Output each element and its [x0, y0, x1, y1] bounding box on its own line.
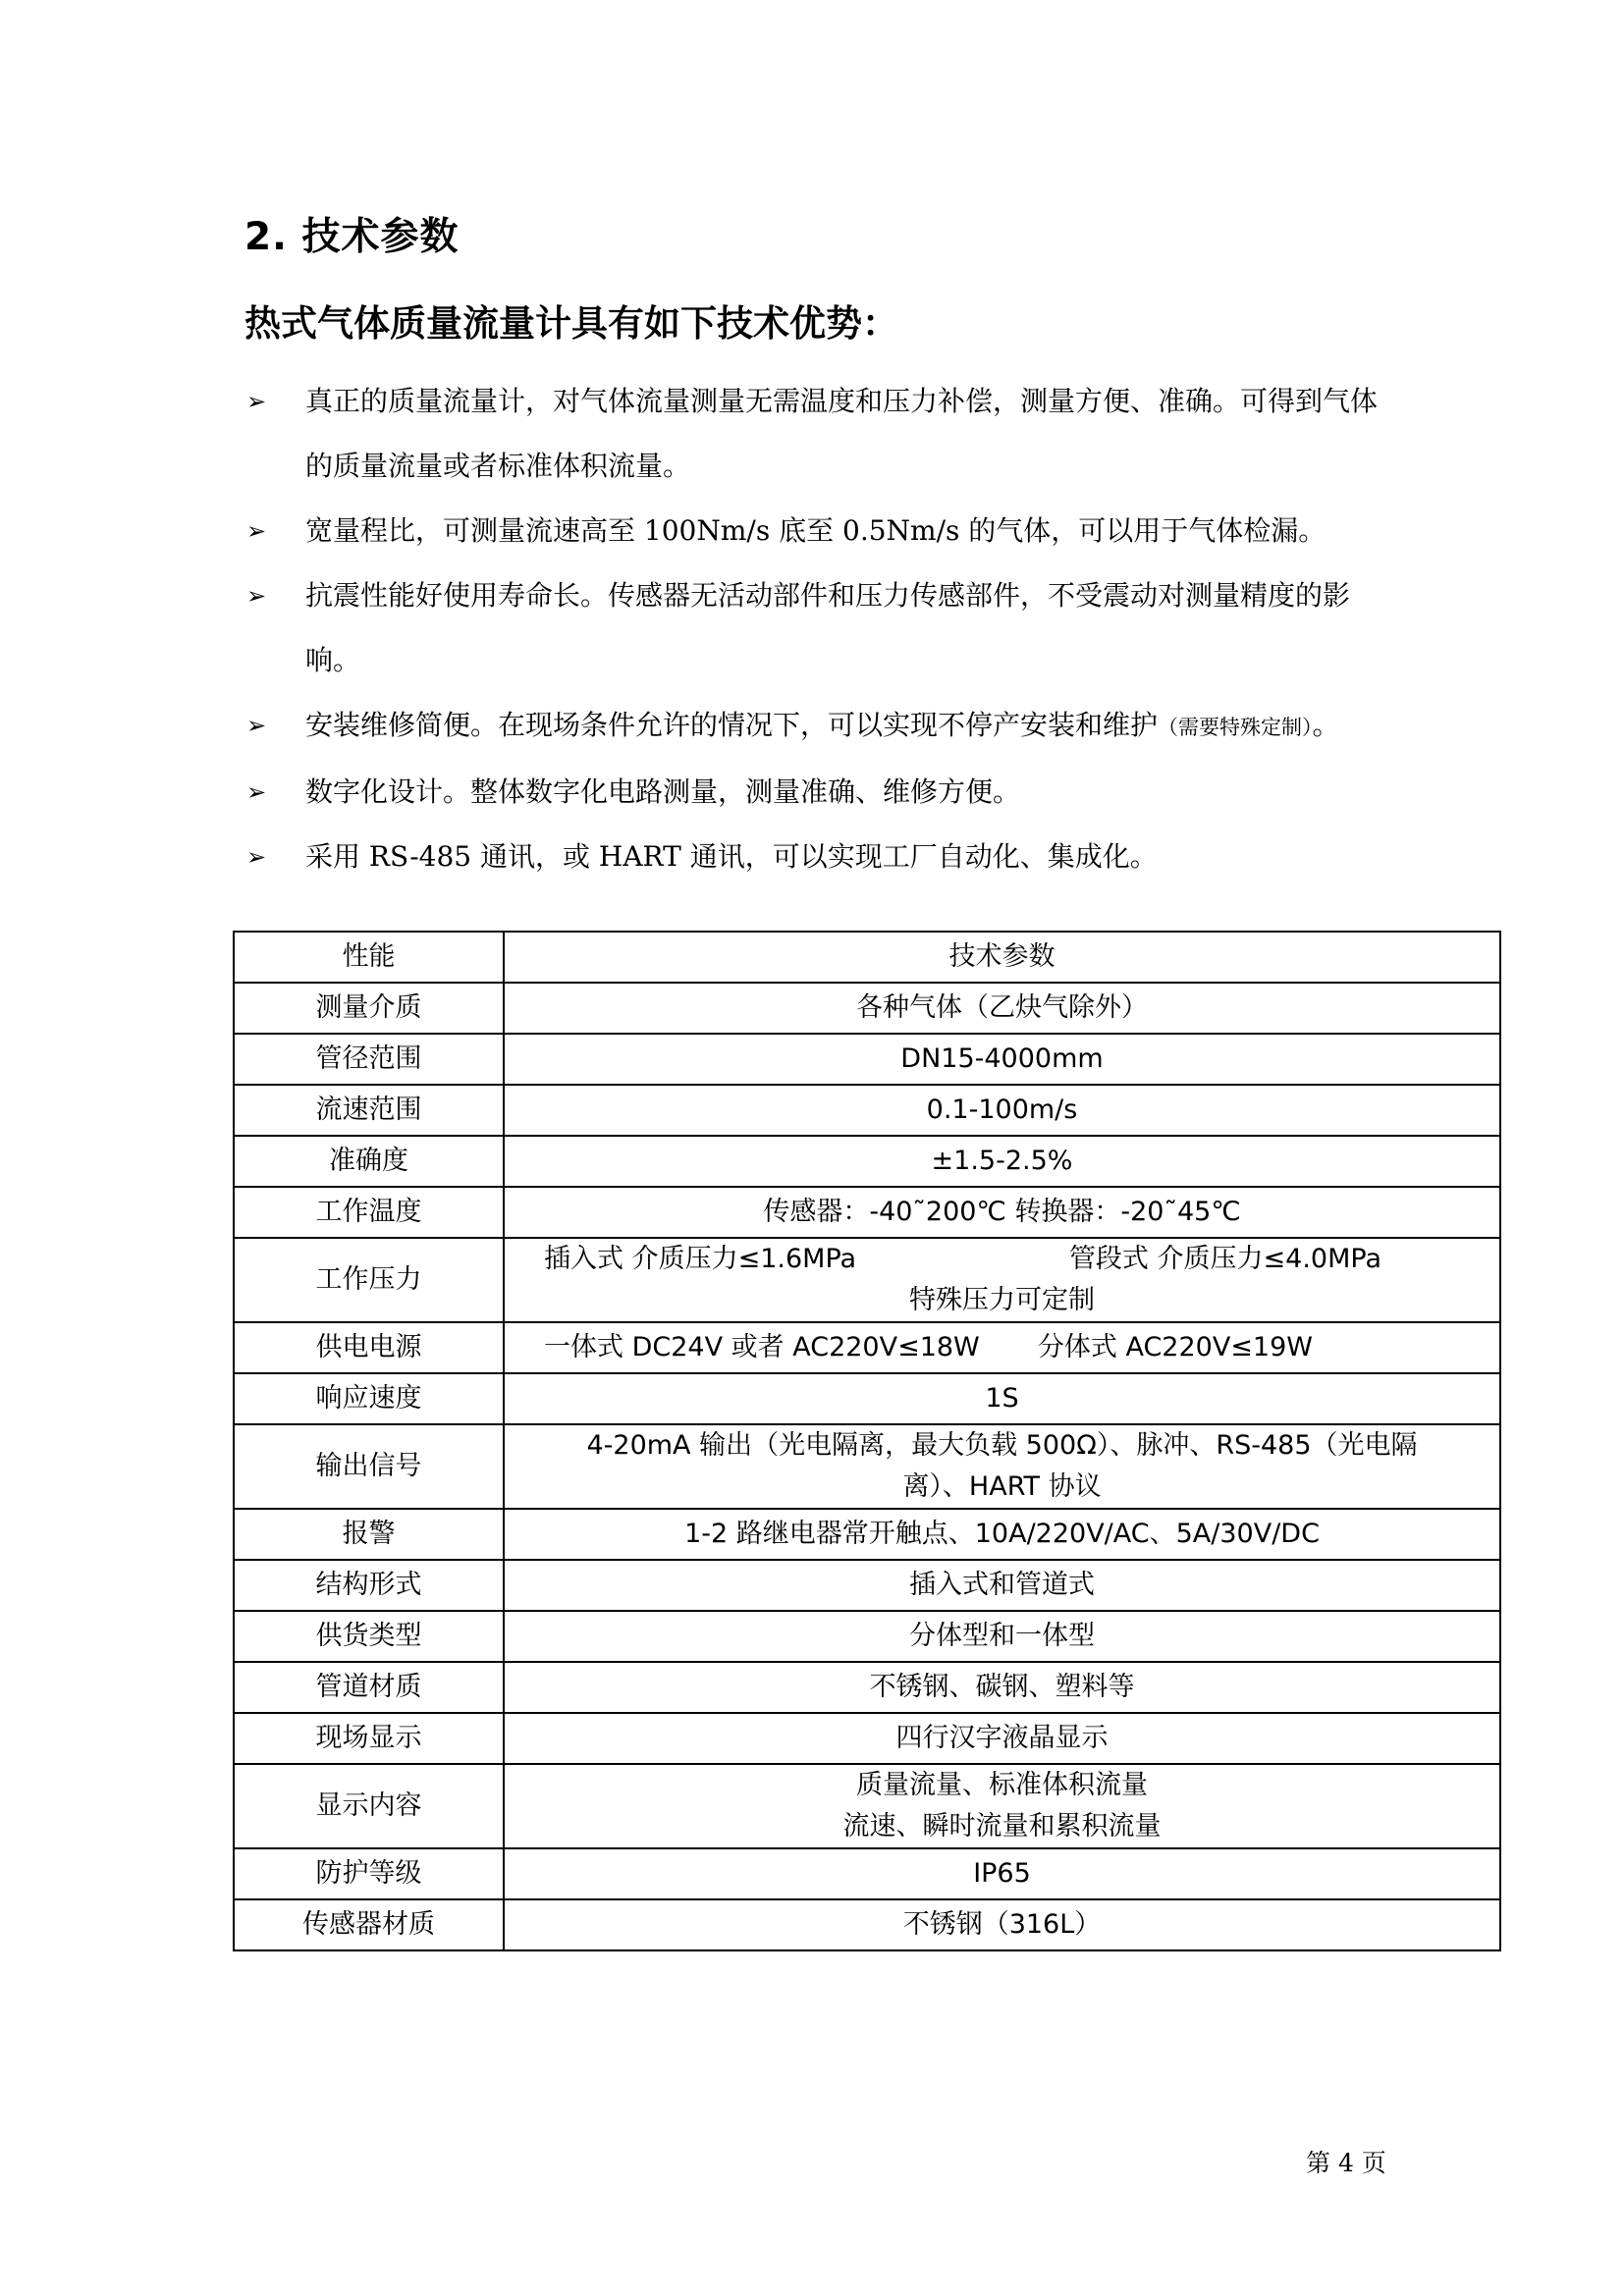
row-value: IP65	[504, 1848, 1500, 1899]
table-row	[234, 1322, 1500, 1373]
row-value: DN15-4000mm	[504, 1034, 1500, 1085]
row-label: 现场显示	[234, 1713, 504, 1764]
subtitle: 热式气体质量流量计具有如下技术优势：	[244, 302, 898, 345]
table-row	[234, 1187, 1500, 1238]
row-value: 插入式和管道式	[504, 1560, 1500, 1611]
table-row	[234, 1509, 1500, 1560]
value-line	[514, 1239, 1489, 1280]
row-value	[504, 1764, 1500, 1848]
row-label: 响应速度	[234, 1373, 504, 1424]
row-label: 报警	[234, 1509, 504, 1560]
header-parameters: 技术参数	[504, 932, 1500, 983]
table-header-row	[234, 932, 1500, 983]
table-row	[234, 1424, 1500, 1509]
value-part: 插入式 介质压力≤1.6MPa	[544, 1244, 857, 1274]
spec-table	[233, 931, 1501, 1951]
table-row	[234, 1085, 1500, 1136]
row-label: 显示内容	[234, 1764, 504, 1848]
list-item	[244, 693, 1403, 760]
row-value	[504, 1322, 1500, 1373]
bullet-text: 安装维修简便。在现场条件允许的情况下，可以实现不停产安装和维护	[305, 709, 1159, 741]
row-value: 四行汉字液晶显示	[504, 1713, 1500, 1764]
arrow-bullet-icon: ➢	[246, 843, 267, 871]
table-row	[234, 1611, 1500, 1662]
row-value: 不锈钢（316L）	[504, 1899, 1500, 1950]
row-value	[504, 1238, 1500, 1322]
table-row	[234, 1560, 1500, 1611]
bullet-text: 数字化设计。整体数字化电路测量，测量准确、维修方便。	[305, 775, 1021, 808]
arrow-bullet-icon: ➢	[246, 712, 267, 739]
row-value: 1-2 路继电器常开触点、10A/220V/AC、5A/30V/DC	[504, 1509, 1500, 1560]
value-line: 离）、HART 协议	[902, 1471, 1102, 1502]
row-value: 1S	[504, 1373, 1500, 1424]
bullet-text: 宽量程比，可测量流速高至 100Nm/s 底至 0.5Nm/s 的气体，可以用于气体检漏。	[305, 514, 1326, 547]
value-line: 特殊压力可定制	[909, 1285, 1095, 1315]
bullet-note: （需要特殊定制）	[1158, 716, 1313, 739]
list-item	[244, 825, 1403, 889]
row-label: 防护等级	[234, 1848, 504, 1899]
row-label: 工作温度	[234, 1187, 504, 1238]
table-row	[234, 1713, 1500, 1764]
row-label: 准确度	[234, 1136, 504, 1187]
list-item	[244, 369, 1403, 499]
value-line: 流速、瞬时流量和累积流量	[842, 1811, 1162, 1842]
row-label: 流速范围	[234, 1085, 504, 1136]
row-label: 管径范围	[234, 1034, 504, 1085]
arrow-bullet-icon: ➢	[246, 388, 267, 415]
value-part: 分体式 AC220V≤19W	[1037, 1332, 1313, 1362]
row-value: 各种气体（乙炔气除外）	[504, 983, 1500, 1034]
row-label: 传感器材质	[234, 1899, 504, 1950]
row-value: 传感器：-40˜200℃ 转换器：-20˜45℃	[504, 1187, 1500, 1238]
value-line: 4-20mA 输出（光电隔离，最大负载 500Ω）、脉冲、RS-485（光电隔	[586, 1430, 1418, 1461]
table-row	[234, 1662, 1500, 1713]
arrow-bullet-icon: ➢	[246, 778, 267, 806]
list-item	[244, 760, 1403, 825]
bullet-text: 真正的质量流量计，对气体流量测量无需温度和压力补偿，测量方便、准确。可得到气体的质量流量或者标准体积流量。	[305, 385, 1379, 482]
table-row	[234, 1764, 1500, 1848]
bullet-text: 采用 RS-485 通讯，或 HART 通讯，可以实现工厂自动化、集成化。	[305, 840, 1158, 873]
row-label: 管道材质	[234, 1662, 504, 1713]
row-label: 供电电源	[234, 1322, 504, 1373]
row-label: 测量介质	[234, 983, 504, 1034]
advantages-list	[244, 369, 1403, 889]
row-value: 不锈钢、碳钢、塑料等	[504, 1662, 1500, 1713]
arrow-bullet-icon: ➢	[246, 582, 267, 610]
table-row	[234, 1848, 1500, 1899]
row-label: 结构形式	[234, 1560, 504, 1611]
table-row	[234, 1373, 1500, 1424]
value-part: 一体式 DC24V 或者 AC220V≤18W	[544, 1332, 980, 1362]
section-title: 2. 技术参数	[244, 215, 460, 259]
row-value: ±1.5-2.5%	[504, 1136, 1500, 1187]
value-line	[514, 1327, 1489, 1368]
row-label: 供货类型	[234, 1611, 504, 1662]
value-part: 管段式 介质压力≤4.0MPa	[1068, 1244, 1381, 1274]
page-number: 第 4 页	[1306, 2149, 1386, 2177]
list-item	[244, 563, 1403, 693]
list-item	[244, 499, 1403, 563]
bullet-end: 。	[1312, 709, 1340, 741]
table-row	[234, 1136, 1500, 1187]
row-label: 输出信号	[234, 1424, 504, 1509]
table-row	[234, 1238, 1500, 1322]
table-row	[234, 1899, 1500, 1950]
arrow-bullet-icon: ➢	[246, 517, 267, 545]
header-performance: 性能	[234, 932, 504, 983]
table-row	[234, 983, 1500, 1034]
table-row	[234, 1034, 1500, 1085]
row-label: 工作压力	[234, 1238, 504, 1322]
row-value: 0.1-100m/s	[504, 1085, 1500, 1136]
value-line: 质量流量、标准体积流量	[856, 1770, 1148, 1800]
row-value: 分体型和一体型	[504, 1611, 1500, 1662]
row-value	[504, 1424, 1500, 1509]
bullet-text: 抗震性能好使用寿命长。传感器无活动部件和压力传感部件，不受震动对测量精度的影响。	[305, 579, 1351, 676]
